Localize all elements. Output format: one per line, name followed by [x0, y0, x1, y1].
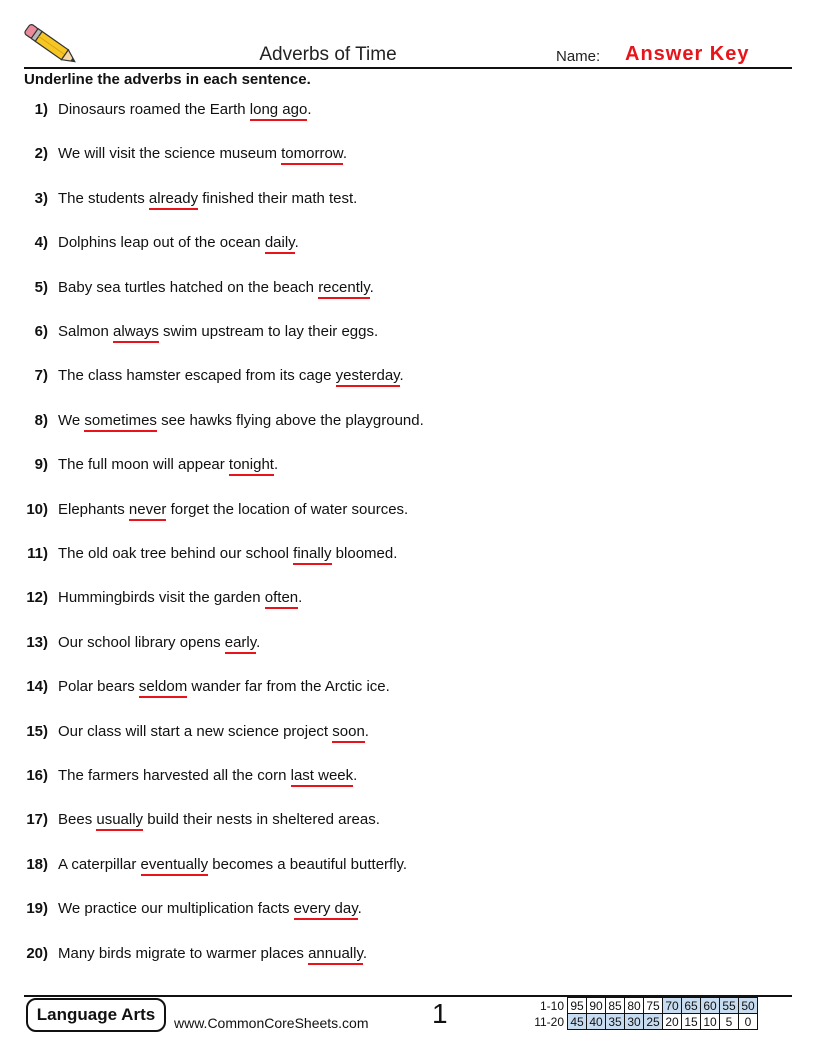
score-cell: 20 [663, 1014, 682, 1030]
sentence-before: The class hamster escaped from its cage [58, 367, 336, 385]
sentence-after: becomes a beautiful butterfly. [208, 855, 408, 873]
score-cell: 15 [682, 1014, 701, 1030]
subject-badge: Language Arts [26, 998, 166, 1032]
score-cell: 95 [568, 998, 587, 1014]
adverb-answer: last week [291, 767, 354, 787]
score-cell: 45 [568, 1014, 587, 1030]
sentence-after: . [256, 633, 261, 651]
score-cell: 75 [644, 998, 663, 1014]
adverb-answer: long ago [250, 101, 308, 121]
question-number: 2) [34, 145, 48, 163]
sentence-after: build their nests in sheltered areas. [143, 811, 380, 829]
question-number: 5) [34, 278, 48, 296]
adverb-answer: every day [294, 900, 358, 920]
adverb-answer: early [225, 634, 256, 654]
score-row [528, 1014, 758, 1030]
question-number: 7) [34, 367, 48, 385]
question-text [58, 234, 299, 251]
sentence-after: . [273, 456, 279, 474]
sentence-before: We practice our multiplication facts [58, 900, 294, 918]
score-cell: 90 [587, 998, 606, 1014]
sentence-after: forget the location of water sources. [166, 500, 409, 518]
adverb-answer: often [265, 589, 298, 609]
question-text [58, 723, 369, 740]
score-cell: 5 [720, 1014, 739, 1030]
score-cell: 10 [701, 1014, 720, 1030]
sentence-after: finished their math test. [198, 189, 358, 207]
score-cell: 0 [739, 1014, 758, 1030]
question-text [58, 678, 390, 695]
question-text [58, 279, 374, 296]
sentence-after: see hawks flying above the playground. [156, 411, 424, 429]
adverb-answer: eventually [141, 856, 209, 876]
question-number: 19) [26, 900, 48, 918]
adverb-answer: daily [265, 234, 295, 254]
sentence-before: The old oak tree behind our school [58, 545, 294, 562]
website-link: www.CommonCoreSheets.com [174, 1015, 369, 1031]
score-range-label: 1-10 [539, 998, 564, 1013]
sentence-before: Our class will start a new science project [58, 722, 333, 740]
score-cell: 65 [682, 998, 701, 1014]
page-number: 1 [432, 998, 448, 1029]
sentence-after: bloomed. [331, 545, 398, 562]
sentence-before: Elephants [58, 500, 129, 518]
question-number: 17) [26, 811, 48, 829]
question-number: 1) [34, 101, 48, 118]
score-cell: 60 [701, 998, 720, 1014]
adverb-answer: never [129, 501, 167, 521]
score-cell: 85 [606, 998, 625, 1014]
question-number: 12) [26, 589, 48, 607]
score-cell: 25 [644, 1014, 663, 1030]
question-text [58, 412, 424, 429]
question-number: 20) [26, 944, 48, 962]
sentence-after: . [357, 900, 362, 918]
score-cell: 70 [663, 998, 682, 1014]
sentence-before: Dinosaurs roamed the Earth [58, 101, 250, 118]
score-cell: 35 [606, 1014, 625, 1030]
question-number: 8) [34, 411, 48, 429]
page-title: Adverbs of Time [259, 44, 397, 65]
question-number: 13) [26, 633, 48, 651]
score-cell: 50 [739, 998, 758, 1014]
adverb-answer: already [149, 190, 198, 210]
question-text [58, 545, 397, 562]
sentence-after: . [342, 145, 347, 163]
score-row [528, 998, 758, 1014]
instructions: Underline the adverbs in each sentence. [24, 71, 311, 88]
question-text [58, 589, 302, 606]
sentence-after: . [298, 589, 303, 607]
question-text [58, 811, 380, 828]
question-text [58, 456, 278, 473]
answer-key-label: Answer Key [625, 43, 750, 65]
question-number: 4) [34, 234, 48, 252]
adverb-answer: tomorrow [281, 145, 343, 165]
question-number: 16) [26, 767, 48, 784]
score-cell: 80 [625, 998, 644, 1014]
score-cell: 40 [587, 1014, 606, 1030]
question-number: 15) [26, 722, 48, 740]
question-text [58, 856, 407, 873]
sentence-before: A caterpillar [58, 855, 141, 873]
adverb-answer: finally [293, 545, 331, 565]
score-cell: 55 [720, 998, 739, 1014]
sentence-before: Many birds migrate to warmer places [58, 944, 309, 962]
sentence-before: We will visit the science museum [58, 145, 282, 163]
question-text [58, 501, 408, 518]
sentence-after: . [369, 278, 374, 296]
question-text [58, 945, 367, 962]
sentence-before: Our school library opens [58, 633, 225, 651]
name-label: Name: [556, 48, 601, 65]
question-text [58, 145, 347, 162]
sentence-after: wander far from the Arctic ice. [187, 678, 390, 696]
adverb-answer: annually [308, 945, 363, 965]
adverb-answer: yesterday [336, 367, 400, 387]
question-number: 10) [26, 500, 48, 518]
sentence-before: Salmon [58, 323, 114, 340]
sentence-after: . [399, 367, 404, 385]
adverb-answer: usually [96, 811, 143, 831]
sentence-after: . [307, 101, 312, 118]
sentence-before: Hummingbirds visit the garden [58, 589, 265, 607]
question-number: 18) [26, 855, 48, 873]
sentence-before: The farmers harvested all the corn [58, 767, 291, 784]
question-text [58, 190, 357, 207]
question-text [58, 900, 362, 917]
sentence-before: Dolphins leap out of the ocean [58, 234, 265, 252]
score-table [528, 997, 758, 1030]
question-text [58, 634, 260, 651]
sentence-before: Baby sea turtles hatched on the beach [58, 278, 319, 296]
sentence-after: . [364, 722, 369, 740]
sentence-before: The full moon will appear [58, 456, 229, 474]
question-text [58, 101, 312, 118]
question-number: 11) [27, 545, 48, 562]
question-number: 9) [34, 456, 48, 474]
adverb-answer: sometimes [84, 412, 157, 432]
adverb-answer: always [113, 323, 159, 343]
score-cell: 30 [625, 1014, 644, 1030]
question-text [58, 323, 378, 340]
sentence-after: swim upstream to lay their eggs. [158, 323, 379, 340]
adverb-answer: seldom [139, 678, 187, 698]
question-text [58, 767, 357, 784]
sentence-before: The students [58, 189, 149, 207]
question-number: 14) [26, 678, 48, 696]
header-divider [24, 67, 792, 69]
question-number: 6) [34, 323, 48, 340]
sentence-after: . [294, 234, 299, 252]
adverb-answer: soon [332, 723, 365, 743]
question-text [58, 367, 404, 384]
question-number: 3) [34, 189, 48, 207]
score-range-label: 11-20 [534, 1014, 564, 1029]
sentence-after: . [362, 944, 368, 962]
adverb-answer: tonight [229, 456, 274, 476]
sentence-before: We [58, 411, 85, 429]
sentence-before: Bees [58, 811, 97, 829]
sentence-before: Polar bears [58, 678, 139, 696]
sentence-after: . [353, 767, 358, 784]
adverb-answer: recently [318, 279, 369, 299]
